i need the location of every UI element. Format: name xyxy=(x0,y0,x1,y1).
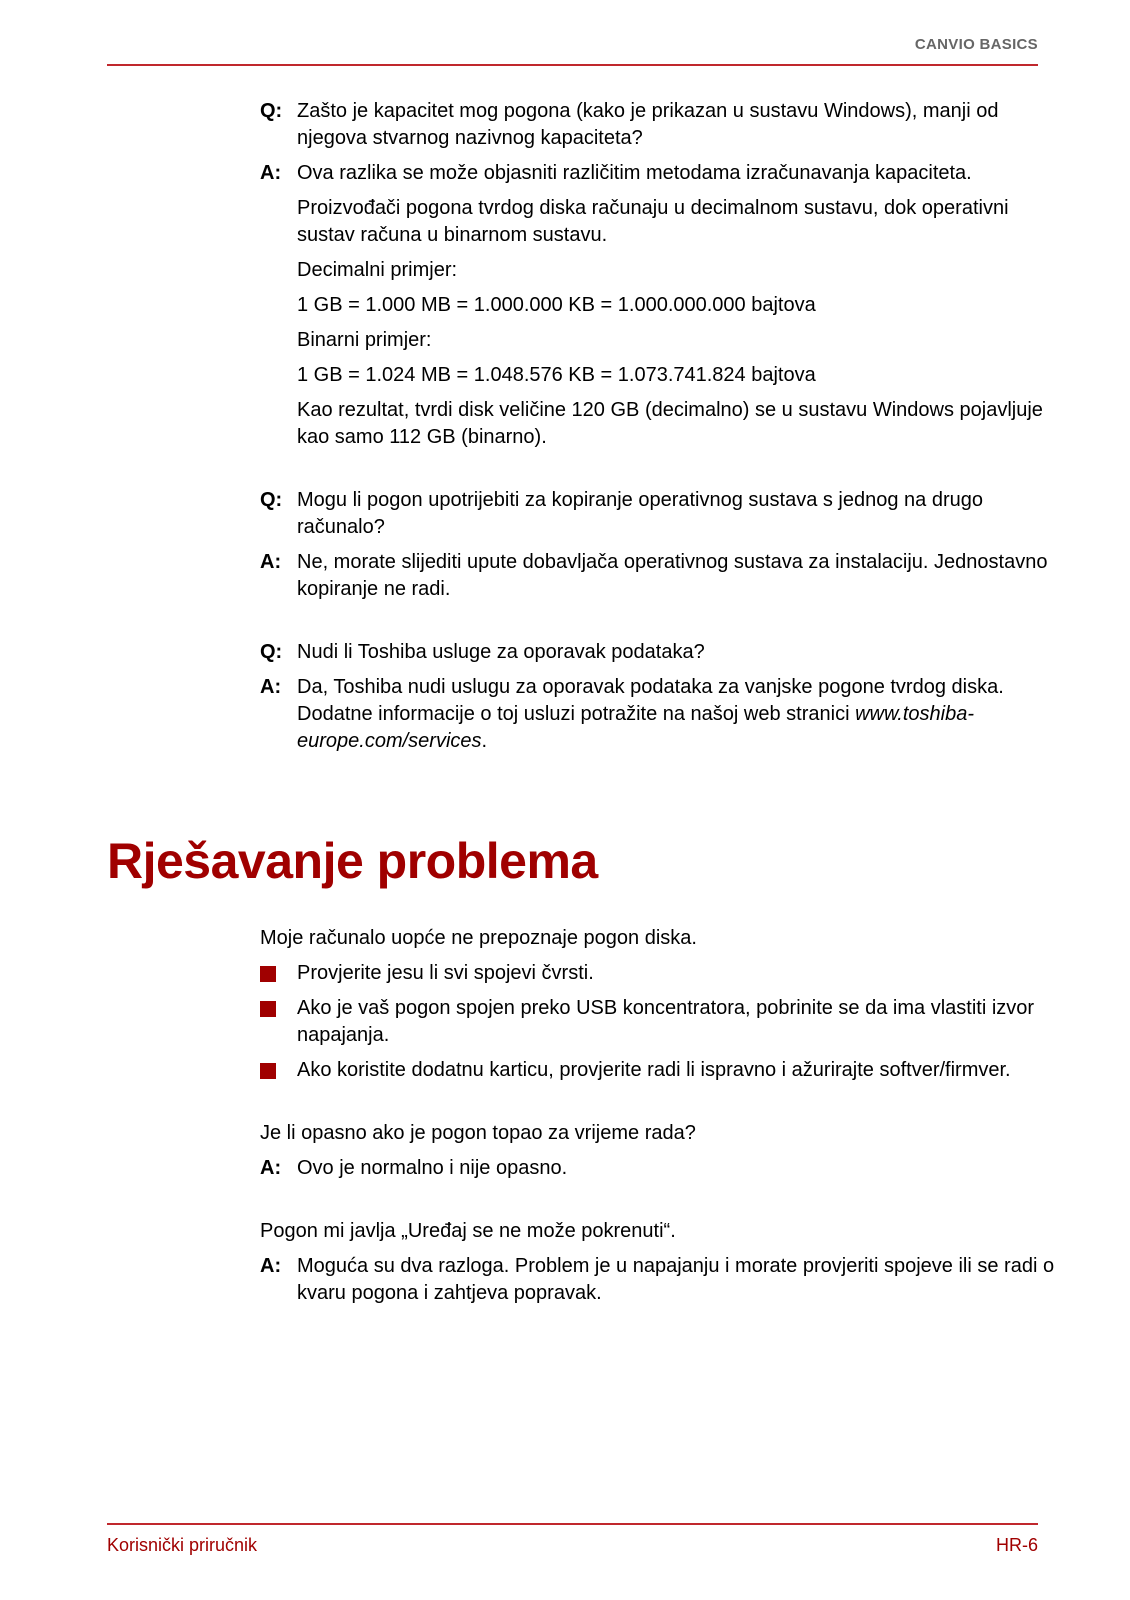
section-heading: Rješavanje problema xyxy=(107,833,598,889)
services-link[interactable]: www.toshiba-europe.com/services xyxy=(297,703,975,752)
answer-paragraph: Binarni primjer: xyxy=(297,329,432,351)
answer-paragraph: Kao rezultat, tvrdi disk veličine 120 GB (decimalno) se u sustavu Windows pojavljuje kao samo 112 GB (binarno). xyxy=(297,399,1043,448)
square-bullet-icon xyxy=(260,1057,297,1084)
a-label: A: xyxy=(260,162,282,184)
square-bullet-icon xyxy=(260,960,297,987)
problem-statement: Pogon mi javlja „Uređaj se ne može pokrenuti“. xyxy=(260,1220,676,1242)
q-label: Q: xyxy=(260,641,283,663)
answer-paragraph: Proizvođači pogona tvrdog diska računaju u decimalnom sustavu, dok operativni sustav računa u binarnom sustavu. xyxy=(297,197,1009,246)
problem-statement: Moje računalo uopće ne prepoznaje pogon diska. xyxy=(260,927,697,949)
header-divider xyxy=(107,64,1038,66)
faq-question xyxy=(260,487,1060,541)
answer-paragraph: Decimalni primjer: xyxy=(297,259,458,281)
problem-answer: A: Moguća su dva razloga. Problem je u napajanju i morate provjeriti spojeve ili se radi o kvaru pogona i zahtjeva popravak. xyxy=(260,1253,1060,1307)
q-label: Q: xyxy=(260,489,283,511)
a-label: A: xyxy=(260,551,282,573)
q-label: Q: xyxy=(260,100,283,122)
page-number: HR-6 xyxy=(995,1535,1038,1555)
square-bullet-icon xyxy=(260,995,297,1049)
bullet-item: Ako je vaš pogon spojen preko USB koncentratora, pobrinite se da ima vlastiti izvor napajanja. xyxy=(260,995,1060,1049)
bullet-item: Provjerite jesu li svi spojevi čvrsti. xyxy=(260,960,1060,987)
faq-answer xyxy=(260,160,1060,187)
bullet-item: Ako koristite dodatnu karticu, provjerite radi li ispravno i ažurirajte softver/firmver. xyxy=(260,1057,1060,1084)
footer-divider xyxy=(107,1523,1038,1525)
answer-text: Ne, morate slijediti upute dobavljača operativnog sustava za instalaciju. Jednostavno kopiranje ne radi. xyxy=(297,551,1048,600)
problem-answer: A: Ovo je normalno i nije opasno. xyxy=(260,1155,1060,1182)
a-label: A: xyxy=(260,1255,282,1277)
faq-answer xyxy=(260,549,1060,603)
problem-statement: Je li opasno ako je pogon topao za vrijeme rada? xyxy=(260,1122,696,1144)
faq-answer xyxy=(260,674,1060,755)
footer-manual-title: Korisnički priručnik xyxy=(107,1535,258,1555)
answer-text: Ova razlika se može objasniti različitim metodama izračunavanja kapaciteta. xyxy=(297,162,972,184)
question-text: Mogu li pogon upotrijebiti za kopiranje operativnog sustava s jednog na drugo računalo? xyxy=(297,489,984,538)
a-label: A: xyxy=(260,676,282,698)
answer-text: Da, Toshiba nudi uslugu za oporavak podataka za vanjske pogone tvrdog diska. Dodatne informacije o toj usluzi potražite na našoj web stranici www.toshiba-europe.com/services. xyxy=(297,676,1004,752)
faq-section xyxy=(260,98,1060,763)
question-text: Zašto je kapacitet mog pogona (kako je prikazan u sustavu Windows), manji od njegova stvarnog nazivnog kapaciteta? xyxy=(297,100,999,149)
answer-paragraph: 1 GB = 1.000 MB = 1.000.000 KB = 1.000.000.000 bajtova xyxy=(297,294,816,316)
running-header: CANVIO BASICS xyxy=(914,36,1038,53)
answer-paragraph: 1 GB = 1.024 MB = 1.048.576 KB = 1.073.741.824 bajtova xyxy=(297,364,816,386)
troubleshooting-section xyxy=(260,925,1060,1315)
faq-question xyxy=(260,98,1060,152)
a-label: A: xyxy=(260,1157,282,1179)
faq-question xyxy=(260,639,1060,666)
question-text: Nudi li Toshiba usluge za oporavak podataka? xyxy=(297,641,705,663)
